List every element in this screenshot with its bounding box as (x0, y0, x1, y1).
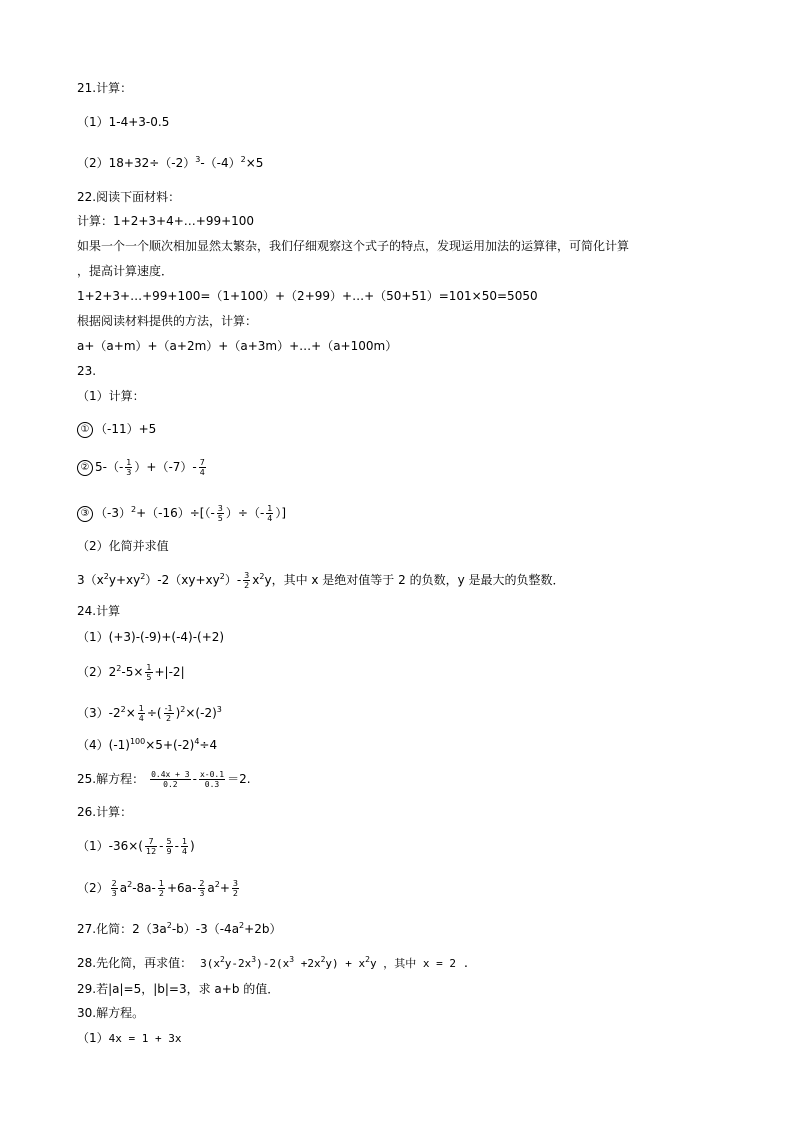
q22-line5: 根据阅读材料提供的方法，计算： (77, 314, 258, 328)
q25-equation: 25.解方程： $\frac{0.4x + 3}{0.2}$ - $\frac{x-0.1}{0.3}$ ＝2. (77, 770, 251, 789)
q26-title: 26.计算： (77, 805, 133, 819)
circled-number-2: ② (77, 460, 93, 476)
fraction: $\frac{1}{4}$ (181, 837, 188, 856)
fraction: $\frac{1}{2}$ (158, 879, 164, 898)
q21-part1: （1）1-4+3-0.5 (77, 115, 170, 129)
q24-part1: （1）(+3)-(-9)+(-4)-(+2) (77, 630, 225, 644)
q24-part3: $(3)-2^2\times$ $\frac{1}{4}$ ÷( $\frac{-1}{2}$ )$^2\times(-2)^3$ (77, 704, 222, 723)
q26-part1: （1）-36×( $\frac{7}{12}$ - $\frac{5}{9}$ - $\frac{1}{4}$ ) (77, 837, 195, 856)
q21-title: 21.计算： (77, 81, 133, 95)
fraction: $\frac{3}{5}$ (217, 504, 223, 523)
fraction: $\frac{1}{4}$ (267, 504, 273, 523)
q30-part1: （1）4x = 1 + 3x (77, 1031, 182, 1045)
q23-expr3: ③ $(-3)^2+(-16)\div[(-$ $\frac{3}{5}$ ）÷（- $\frac{1}{4}$ ）] (77, 504, 286, 523)
fraction: $\frac{1}{3}$ (126, 458, 132, 477)
q23-expr1: ① （-11）+5 (77, 421, 156, 438)
fraction: $\frac{3}{2}$ (232, 879, 239, 898)
q23-sub2: （2）化简并求值 (77, 539, 169, 553)
q22-line3: ，提高计算速度． (77, 264, 174, 278)
q23-simplify-expr: $3(x^2y+xy^2)-2(xy+xy^2)-$ $\frac{3}{2}$ $x^2y$，其中 x 是绝对值等于 2 的负数，y 是最大的负整数． (77, 571, 565, 590)
q23-expr2: ② 5-（- $\frac{1}{3}$ ）+（-7）- $\frac{7}{4}$ (77, 458, 208, 477)
fraction: $\frac{0.4x + 3}{0.2}$ (151, 770, 190, 789)
q24-part2: $(2)2^2-5\times$ $\frac{1}{5}$ +|-2| (77, 663, 185, 682)
fraction: $\frac{2}{3}$ (199, 879, 205, 898)
fraction: $\frac{7}{4}$ (199, 458, 205, 477)
q27-expr: 27.化简：$2(3a^2-b)-3(-4a^2+2b)$ (77, 921, 282, 936)
fraction: $\frac{1}{4}$ (138, 704, 144, 723)
q23-sub1: （1）计算： (77, 389, 145, 403)
q22-line1: 计算：1+2+3+4+…+99+100 (77, 214, 255, 228)
q24-title: 24.计算 (77, 604, 121, 618)
q21-part2: $(2)18+32\div(-2)^3-(-4)^2\times 5$ (77, 155, 264, 170)
circled-number-3: ③ (77, 506, 93, 522)
fraction: $\frac{5}{9}$ (166, 837, 172, 856)
q30-title: 30.解方程。 (77, 1006, 145, 1020)
circled-number-1: ① (77, 422, 93, 438)
fraction: $\frac{x-0.1}{0.3}$ (199, 770, 225, 789)
q28-expr: 28.先化简，再求值： $3(x^2y-2x^3)-2(x^3 +2x^2y) + x^2y$ ，其中 x = 2 . (77, 955, 470, 970)
q22-title: 22.阅读下面材料： (77, 190, 181, 204)
q26-part2: （2） $\frac{2}{3}$ $a^2-8a-$ $\frac{1}{2}$ +6a- $\frac{2}{3}$ $a^2+$ $\frac{3}{2}$ (77, 879, 239, 898)
fraction: $\frac{-1}{2}$ (164, 704, 173, 723)
fraction: $\frac{2}{3}$ (111, 879, 117, 898)
fraction: $\frac{3}{2}$ (244, 571, 250, 590)
q29-text: 29.若|a|=5，|b|=3，求 a+b 的值． (77, 982, 280, 996)
fraction: $\frac{7}{12}$ (145, 837, 157, 856)
q22-line2: 如果一个一个顺次相加显然太繁杂，我们仔细观察这个式子的特点，发现运用加法的运算律，可简化计算 (77, 239, 630, 253)
q22-line6: a+（a+m）+（a+2m）+（a+3m）+…+（a+100m） (77, 339, 398, 353)
q22-line4: 1+2+3+…+99+100=（1+100）+（2+99）+…+（50+51）=101×50=5050 (77, 289, 538, 303)
q23-title: 23. (77, 364, 97, 378)
fraction: $\frac{1}{5}$ (146, 663, 152, 682)
q24-part4: $(4)(-1)^{100}\times 5+(-2)^4\div 4$ (77, 737, 218, 752)
